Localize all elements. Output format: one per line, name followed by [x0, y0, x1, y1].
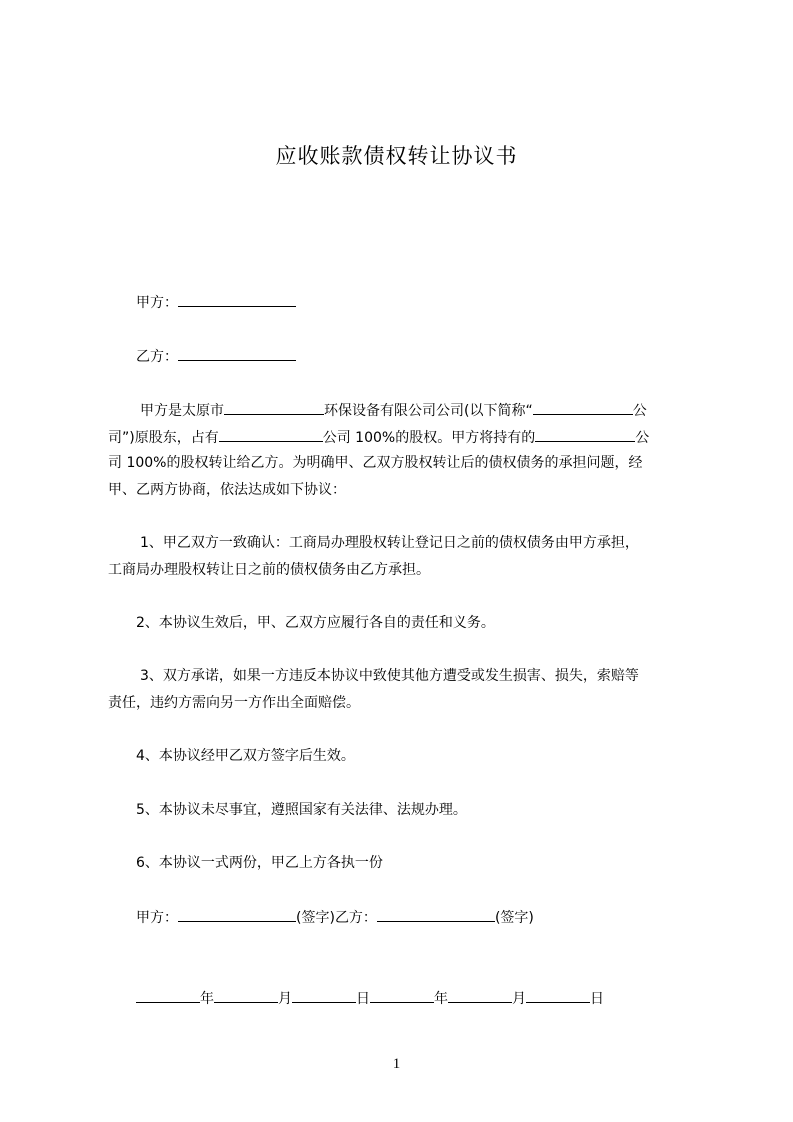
- signature-b-note: (签字): [494, 910, 534, 926]
- date-a-month-blank[interactable]: [214, 988, 278, 1003]
- party-a-label: 甲方：: [136, 295, 178, 311]
- company-blank-1[interactable]: [219, 427, 323, 442]
- city-blank[interactable]: [224, 400, 324, 415]
- intro-text: 公: [632, 403, 647, 419]
- date-a-day-blank[interactable]: [292, 988, 356, 1003]
- intro-text: 环保设备有限公司公司(以下简称“: [324, 403, 533, 419]
- intro-text: 公司 100%的股权。甲方将持有的: [322, 430, 536, 446]
- document-title: 应收账款债权转让协议书: [275, 144, 518, 168]
- month-label: 月: [278, 991, 292, 1007]
- abbr-blank[interactable]: [533, 400, 633, 415]
- intro-line-4: 甲、乙两方协商，依法达成如下协议：: [108, 482, 346, 498]
- party-a-blank[interactable]: [178, 292, 296, 307]
- year-label: 年: [200, 991, 214, 1007]
- party-b-label: 乙方：: [136, 349, 178, 365]
- year-label: 年: [434, 991, 448, 1007]
- party-b-line: [136, 346, 296, 366]
- date-b-day-blank[interactable]: [526, 988, 590, 1003]
- signature-b-blank[interactable]: [377, 907, 495, 922]
- signature-a-label: 甲方：: [136, 910, 178, 926]
- intro-text: 公: [635, 430, 650, 446]
- date-b-year-blank[interactable]: [370, 988, 434, 1003]
- clause-3-line-1: 3、双方承诺，如果一方违反本协议中致使其他方遭受或发生损害、损失，索赔等: [140, 668, 639, 684]
- clause-1-line-2: 工商局办理股权转让日之前的债权债务由乙方承担。: [108, 562, 430, 578]
- clause-4: 4、本协议经甲乙双方签字后生效。: [136, 748, 355, 764]
- month-label: 月: [512, 991, 526, 1007]
- intro-text: 司”)原股东，占有: [108, 430, 219, 446]
- date-a-year-blank[interactable]: [136, 988, 200, 1003]
- intro-line-2: [108, 427, 649, 447]
- signature-a-note: (签字): [296, 910, 335, 926]
- intro-text: 甲方是太原市: [140, 403, 224, 419]
- signature-a-blank[interactable]: [178, 907, 296, 922]
- date-line: [136, 988, 604, 1008]
- intro-line-3: 司 100%的股权转让给乙方。为明确甲、乙双方股权转让后的债权债务的承担问题，经: [108, 455, 643, 471]
- page-number: 1: [392, 1056, 401, 1072]
- signature-line: [136, 907, 534, 927]
- date-b-month-blank[interactable]: [448, 988, 512, 1003]
- signature-b-label: 乙方：: [334, 910, 377, 926]
- intro-line-1: [140, 400, 647, 420]
- company-blank-2[interactable]: [535, 427, 635, 442]
- day-label: 日: [356, 991, 370, 1007]
- clause-2: 2、本协议生效后，甲、乙双方应履行各自的责任和义务。: [136, 615, 495, 631]
- clause-5: 5、本协议未尽事宜，遵照国家有关法律、法规办理。: [136, 802, 467, 818]
- clause-1-line-1: 1、甲乙双方一致确认：工商局办理股权转让登记日之前的债权债务由甲方承担，: [140, 535, 639, 551]
- party-a-line: [136, 292, 296, 312]
- party-b-blank[interactable]: [178, 346, 296, 361]
- clause-3-line-2: 责任，违约方需向另一方作出全面赔偿。: [108, 695, 360, 711]
- clause-6: 6、本协议一式两份，甲乙上方各执一份: [136, 855, 383, 871]
- day-label: 日: [590, 991, 604, 1007]
